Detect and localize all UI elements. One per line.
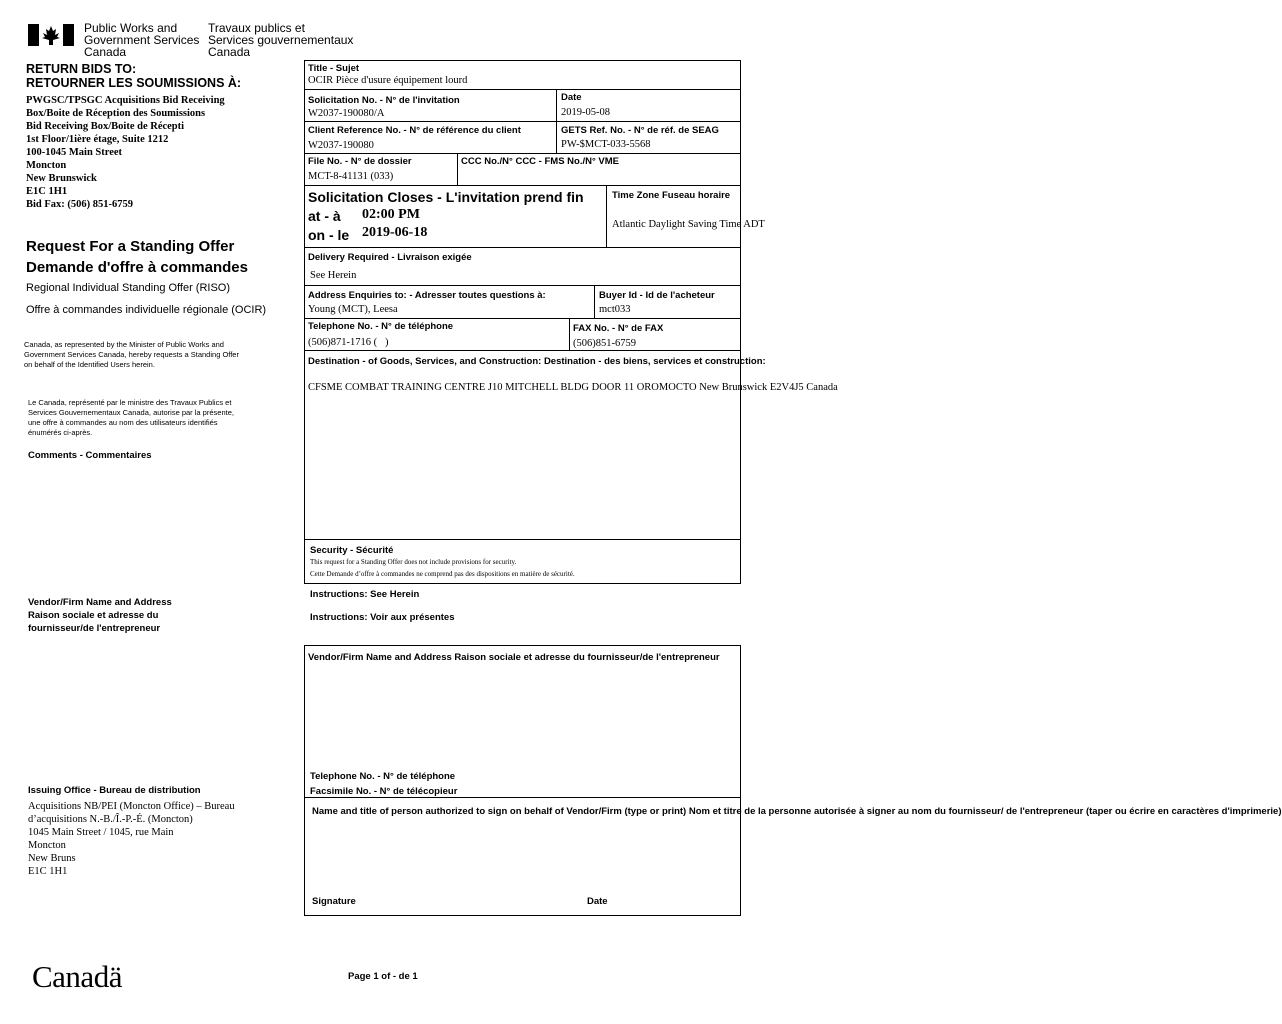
gets-ref-label: GETS Ref. No. - N° de réf. de SEAG [561,125,719,136]
request-standing-offer-title: Request For a Standing Offer Demande d'offre à commandes [26,238,248,276]
vendor-firm-label-left: Vendor/Firm Name and Address Raison sociale et adresse du fournisseur/de l'entrepreneur [28,597,172,634]
department-name-fr: Travaux publics et Services gouvernementaux Canada [208,21,354,59]
issuing-office-label: Issuing Office - Bureau de distribution [28,785,201,796]
address-enquiries-label: Address Enquiries to: - Adresser toutes questions à: [308,290,546,301]
authorized-person-field[interactable] [306,862,738,892]
intro-text-fr: Le Canada, représenté par le ministre des Travaux Publics et Services Gouvernementaux Canada, autorise par la présente, une offre à commandes au nom des utilisateurs identifiés énumérés ci-après. [28,398,234,437]
file-no-label: File No. - N° de dossier [308,156,412,167]
fax-label: FAX No. - N° de FAX [573,323,664,334]
vendor-telephone-label: Telephone No. - N° de téléphone [310,771,456,782]
solicitation-closes-title: Solicitation Closes - L'invitation prend fin [308,189,584,205]
closes-on-label: on - le [308,227,350,243]
comments-label: Comments - Commentaires [28,450,152,461]
security-text-fr: Cette Demande d’offre à commandes ne comprend pas des dispositions en matière de sécurité. [310,570,575,578]
issuing-office-address: Acquisitions NB/PEI (Moncton Office) – Bureau d’acquisitions N.-B./Î.-P.-É. (Moncton) 1045 Main Street / 1045, rue Main Moncton New Bruns E1C 1H1 [28,801,235,877]
closes-at-label: at - à [308,208,341,224]
closes-at-value: 02:00 PM [362,207,420,222]
instructions-en: Instructions: See Herein [310,589,420,600]
buyer-id-label: Buyer Id - Id de l'acheteur [599,290,715,301]
riso-fr: Offre à commandes individuelle régionale (OCIR) [26,304,267,316]
delivery-required-label: Delivery Required - Livraison exigée [308,252,472,263]
title-value: OCIR Pièce d'usure équipement lourd [308,75,468,86]
authorized-person-label: Name and title of person authorized to sign on behalf of Vendor/Firm (type or print) Nom et titre de la personne autorisée à signer au nom du fournisseur/ de l'entrepreneur (taper ou écrire en caractères d'imprimerie) [312,806,1282,817]
ccc-no-label: CCC No./N° CCC - FMS No./N° VME [461,156,620,167]
return-bids-title: RETURN BIDS TO: RETOURNER LES SOUMISSIONS À: [26,62,242,90]
canada-wordmark: Canadä [32,959,122,994]
title-label: Title - Sujet [308,63,360,74]
file-no-value: MCT-8-41131 (033) [308,171,394,182]
solicitation-no-value: W2037-190080/A [308,108,385,119]
fax-value: (506)851-6759 [573,338,636,349]
security-text-en: This request for a Standing Offer does not include provisions for security. [310,558,517,566]
solicitation-no-label: Solicitation No. - N° de l'invitation [308,95,460,106]
telephone-value: (506)871-1716 ( ) [308,337,389,348]
closes-on-value: 2019-06-18 [362,225,428,240]
time-zone-value: Atlantic Daylight Saving Time ADT [612,219,765,230]
signature-date-label: Date [587,896,608,907]
security-label: Security - Sécurité [310,545,394,556]
buyer-id-value: mct033 [599,304,631,315]
page-number: Page 1 of - de 1 [348,971,418,982]
vendor-facsimile-label: Facsimile No. - N° de télécopieur [310,786,458,797]
return-bids-address: PWGSC/TPSGC Acquisitions Bid Receiving Box/Boite de Réception des Soumissions Bid Receiving Box/Boite de Récepti 1st Floor/1ière étage, Suite 1212 100-1045 Main Street Moncton New Brunswick E1C 1H1 Bid Fax: (506) 851-6759 [26,95,225,210]
destination-value: CFSME COMBAT TRAINING CENTRE J10 MITCHELL BLDG DOOR 11 OROMOCTO New Brunswick E2V4J5 Canada [308,382,838,393]
date-value: 2019-05-08 [561,107,610,118]
vendor-firm-label: Vendor/Firm Name and Address Raison sociale et adresse du fournisseur/de l'entrepreneur [308,652,720,663]
government-flag-icon [28,24,74,46]
destination-label: Destination - of Goods, Services, and Construction: Destination - des biens, services et construction: [308,356,766,367]
delivery-required-value: See Herein [310,270,357,281]
telephone-label: Telephone No. - N° de téléphone [308,321,454,332]
client-reference-value: W2037-190080 [308,140,374,151]
time-zone-label: Time Zone Fuseau horaire [612,190,731,201]
client-reference-label: Client Reference No. - N° de référence du client [308,125,521,136]
signature-label: Signature [312,896,356,907]
vendor-firm-field[interactable] [306,680,738,765]
intro-text-en: Canada, as represented by the Minister of Public Works and Government Services Canada, hereby requests a Standing Offer on behalf of the Identified Users herein. [24,340,239,369]
instructions-fr: Instructions: Voir aux présentes [310,612,455,623]
date-label: Date [561,92,582,103]
address-enquiries-value: Young (MCT), Leesa [308,304,398,315]
gets-ref-value: PW-$MCT-033-5568 [561,139,651,150]
department-name-en: Public Works and Government Services Canada [84,21,200,59]
riso-en: Regional Individual Standing Offer (RISO) [26,282,231,294]
